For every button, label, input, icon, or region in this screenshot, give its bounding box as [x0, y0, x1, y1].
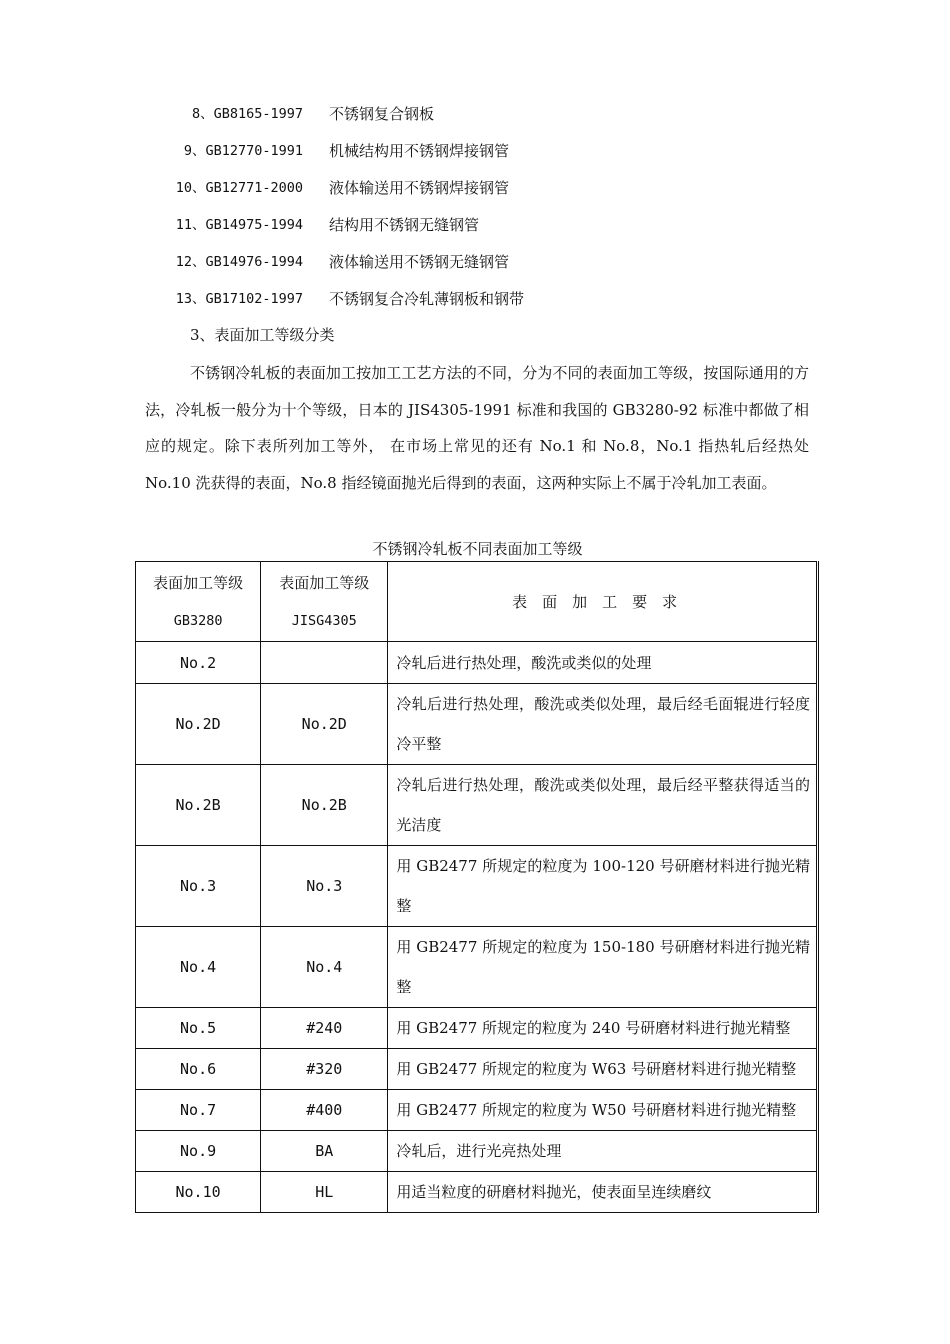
grade-jis [261, 642, 388, 684]
grade-requirement: 用适当粒度的研磨材料抛光，使表面呈连续磨纹 [388, 1172, 818, 1213]
standard-code: 11、GB14975-1994 [175, 217, 303, 233]
grade-jis: HL [261, 1172, 388, 1213]
standards-list [0, 96, 950, 318]
standard-name: 不锈钢复合钢板 [329, 105, 435, 123]
grade-gb: No.2D [136, 684, 261, 765]
grade-requirement: 用 GB2477 所规定的粒度为 100-120 号研磨材料进行抛光精整 [388, 846, 818, 927]
header-requirement: 表面加工要求 [388, 562, 818, 642]
standard-name: 不锈钢复合冷轧薄钢板和钢带 [329, 290, 525, 308]
table-row [136, 765, 818, 846]
grade-jis: BA [261, 1131, 388, 1172]
standard-name: 液体输送用不锈钢焊接钢管 [329, 179, 510, 197]
list-item [0, 96, 950, 133]
list-item [0, 281, 950, 318]
grade-jis: No.4 [261, 927, 388, 1008]
grade-requirement: 用 GB2477 所规定的粒度为 W63 号研磨材料进行抛光精整 [388, 1049, 818, 1090]
table-row [136, 1172, 818, 1213]
grade-gb: No.3 [136, 846, 261, 927]
grade-gb: No.5 [136, 1008, 261, 1049]
table-row [136, 1049, 818, 1090]
table-row [136, 1008, 818, 1049]
body-paragraph: 不锈钢冷轧板的表面加工按加工工艺方法的不同，分为不同的表面加工等级，按国际通用的方法，冷轧板一般分为十个等级，日本的 JIS4305-1991 标准和我国的 GB3280-92 标准中都做了相应的规定。除下表所列加工等外， 在市场上常见的还有 No.1 和 No.8，No.1 指热轧后经热处 No.10 洗获得的表面，No.8 指经镜面抛光后得到的表面，这两种实际上不属于冷轧加工表面。 [145, 364, 809, 492]
grade-jis: No.3 [261, 846, 388, 927]
grade-requirement: 冷轧后进行热处理，酸洗或类似处理，最后经平整获得适当的光洁度 [388, 765, 818, 846]
standard-code: 10、GB12771-2000 [175, 180, 303, 196]
surface-grade-table [135, 561, 819, 1213]
grade-requirement: 用 GB2477 所规定的粒度为 W50 号研磨材料进行抛光精整 [388, 1090, 818, 1131]
table-caption: 不锈钢冷轧板不同表面加工等级 [372, 540, 583, 558]
grade-requirement: 冷轧后，进行光亮热处理 [388, 1131, 818, 1172]
grade-requirement: 冷轧后进行热处理，酸洗或类似的处理 [388, 642, 818, 684]
grade-jis: #320 [261, 1049, 388, 1090]
section-heading: 3、表面加工等级分类 [190, 326, 335, 344]
standard-code: 8、GB8165-1997 [191, 106, 303, 122]
standard-code: 9、GB12770-1991 [183, 143, 303, 159]
grade-jis: No.2D [261, 684, 388, 765]
header-label: 表面加工等级 [153, 573, 244, 592]
grade-jis: No.2B [261, 765, 388, 846]
table-row [136, 927, 818, 1008]
standard-code: 13、GB17102-1997 [175, 291, 303, 307]
list-item [0, 244, 950, 281]
header-jisg4305 [261, 562, 388, 642]
grade-requirement: 用 GB2477 所规定的粒度为 150-180 号研磨材料进行抛光精整 [388, 927, 818, 1008]
table-row [136, 1131, 818, 1172]
header-gb3280 [136, 562, 261, 642]
grade-jis: #400 [261, 1090, 388, 1131]
grade-gb: No.10 [136, 1172, 261, 1213]
list-item [0, 170, 950, 207]
list-item [0, 133, 950, 170]
list-item [0, 207, 950, 244]
table-row [136, 846, 818, 927]
standard-name: 机械结构用不锈钢焊接钢管 [329, 142, 510, 160]
grade-requirement: 冷轧后进行热处理，酸洗或类似处理，最后经毛面辊进行轻度冷平整 [388, 684, 818, 765]
table-header-row [136, 562, 818, 642]
header-standard: JISG4305 [291, 612, 357, 629]
grade-gb: No.6 [136, 1049, 261, 1090]
header-label: 表面加工等级 [279, 573, 370, 592]
grade-requirement: 用 GB2477 所规定的粒度为 240 号研磨材料进行抛光精整 [388, 1008, 818, 1049]
grade-gb: No.9 [136, 1131, 261, 1172]
grade-gb: No.2B [136, 765, 261, 846]
table-row [136, 642, 818, 684]
grade-jis: #240 [261, 1008, 388, 1049]
grade-gb: No.2 [136, 642, 261, 684]
grade-gb: No.4 [136, 927, 261, 1008]
grade-gb: No.7 [136, 1090, 261, 1131]
header-standard: GB3280 [173, 612, 223, 629]
table-row [136, 684, 818, 765]
standard-code: 12、GB14976-1994 [175, 254, 303, 270]
standard-name: 结构用不锈钢无缝钢管 [329, 216, 480, 234]
standard-name: 液体输送用不锈钢无缝钢管 [329, 253, 510, 271]
table-row [136, 1090, 818, 1131]
